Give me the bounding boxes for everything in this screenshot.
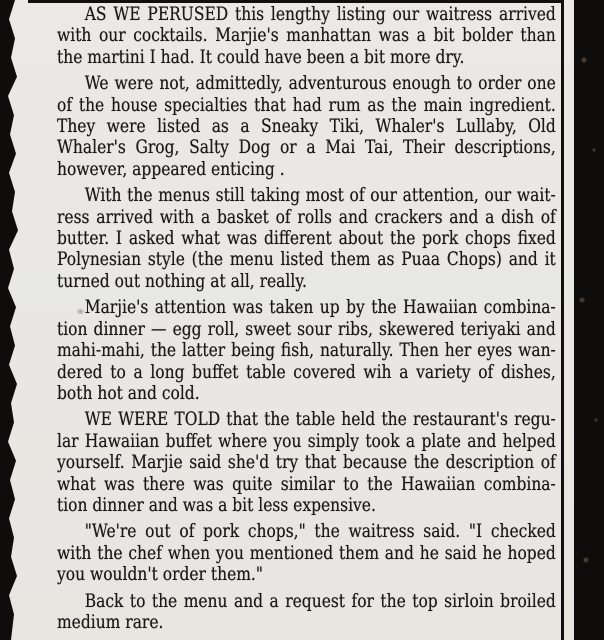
text-line: mahi-mahi, the latter being fish, naturally. Then her eyes wan- [57, 339, 556, 362]
paragraph [57, 591, 556, 634]
text-line: lar Hawaiian buffet where you simply took a plate and helped [57, 429, 556, 452]
text-line: turned out nothing at all, really. [57, 269, 307, 292]
torn-edge-left [0, 0, 20, 640]
text-line: what was there was quite similar to the Hawaiian combina- [57, 472, 556, 495]
text-line: ress arrived with a basket of rolls and crackers and a dish of [57, 205, 556, 228]
text-line: WE WERE TOLD that the table held the restaurant's regu- [84, 408, 556, 431]
text-line: AS WE PERUSED this lengthy listing our waitress arrived [84, 3, 556, 25]
paragraph [57, 4, 556, 68]
text-line: tion dinner and was a bit less expensive. [57, 493, 376, 516]
text-line: With the menus still taking most of our attention, our wait- [84, 184, 556, 207]
text-line: "We're out of pork chops," the waitress said. "I checked [84, 520, 556, 543]
scan-gutter-right [574, 0, 604, 640]
column-rule-right [561, 0, 564, 640]
text-line: Back to the menu and a request for the top sirloin broiled [84, 589, 556, 612]
text-line: They were listed as a Sneaky Tiki, Whaler's Lullaby, Old [57, 115, 556, 138]
text-line: yourself. Marjie said she'd try that because the description of [57, 451, 556, 474]
text-line: Polynesian style (the menu listed them as Puaa Chops) and it [57, 248, 556, 271]
paragraph [57, 297, 556, 404]
text-line: medium rare. [57, 610, 164, 633]
text-line: We were not, admittedly, adventurous enough to order one [84, 72, 556, 95]
text-line: with our cocktails. Marjie's manhattan was a bit bolder than [57, 24, 556, 47]
text-line: Whaler's Grog, Salty Dog or a Mai Tai, Their descriptions, [57, 136, 556, 159]
text-line: butter. I asked what was different about the pork chops fixed [57, 227, 556, 250]
paragraph [57, 521, 556, 585]
text-line: of the house specialties that had rum as the main ingredient. [57, 93, 556, 116]
text-line: with the chef when you mentioned them and he said he hoped [57, 541, 556, 564]
paragraph [57, 185, 556, 292]
text-line: both hot and cold. [57, 381, 200, 404]
text-line: dered to a long buffet table covered wih a variety of dishes, [57, 360, 556, 383]
text-line: however, appeared enticing . [57, 157, 285, 180]
paragraph [57, 409, 556, 516]
article-text [57, 4, 556, 638]
text-line: the martini I had. It could have been a bit more dry. [57, 45, 465, 68]
text-line: you wouldn't order them." [57, 563, 263, 586]
paragraph [57, 73, 556, 180]
text-line: tion dinner — egg roll, sweet sour ribs, skewered teriyaki and [57, 317, 556, 340]
text-line: Marjie's attention was taken up by the Hawaiian combina- [84, 296, 556, 319]
